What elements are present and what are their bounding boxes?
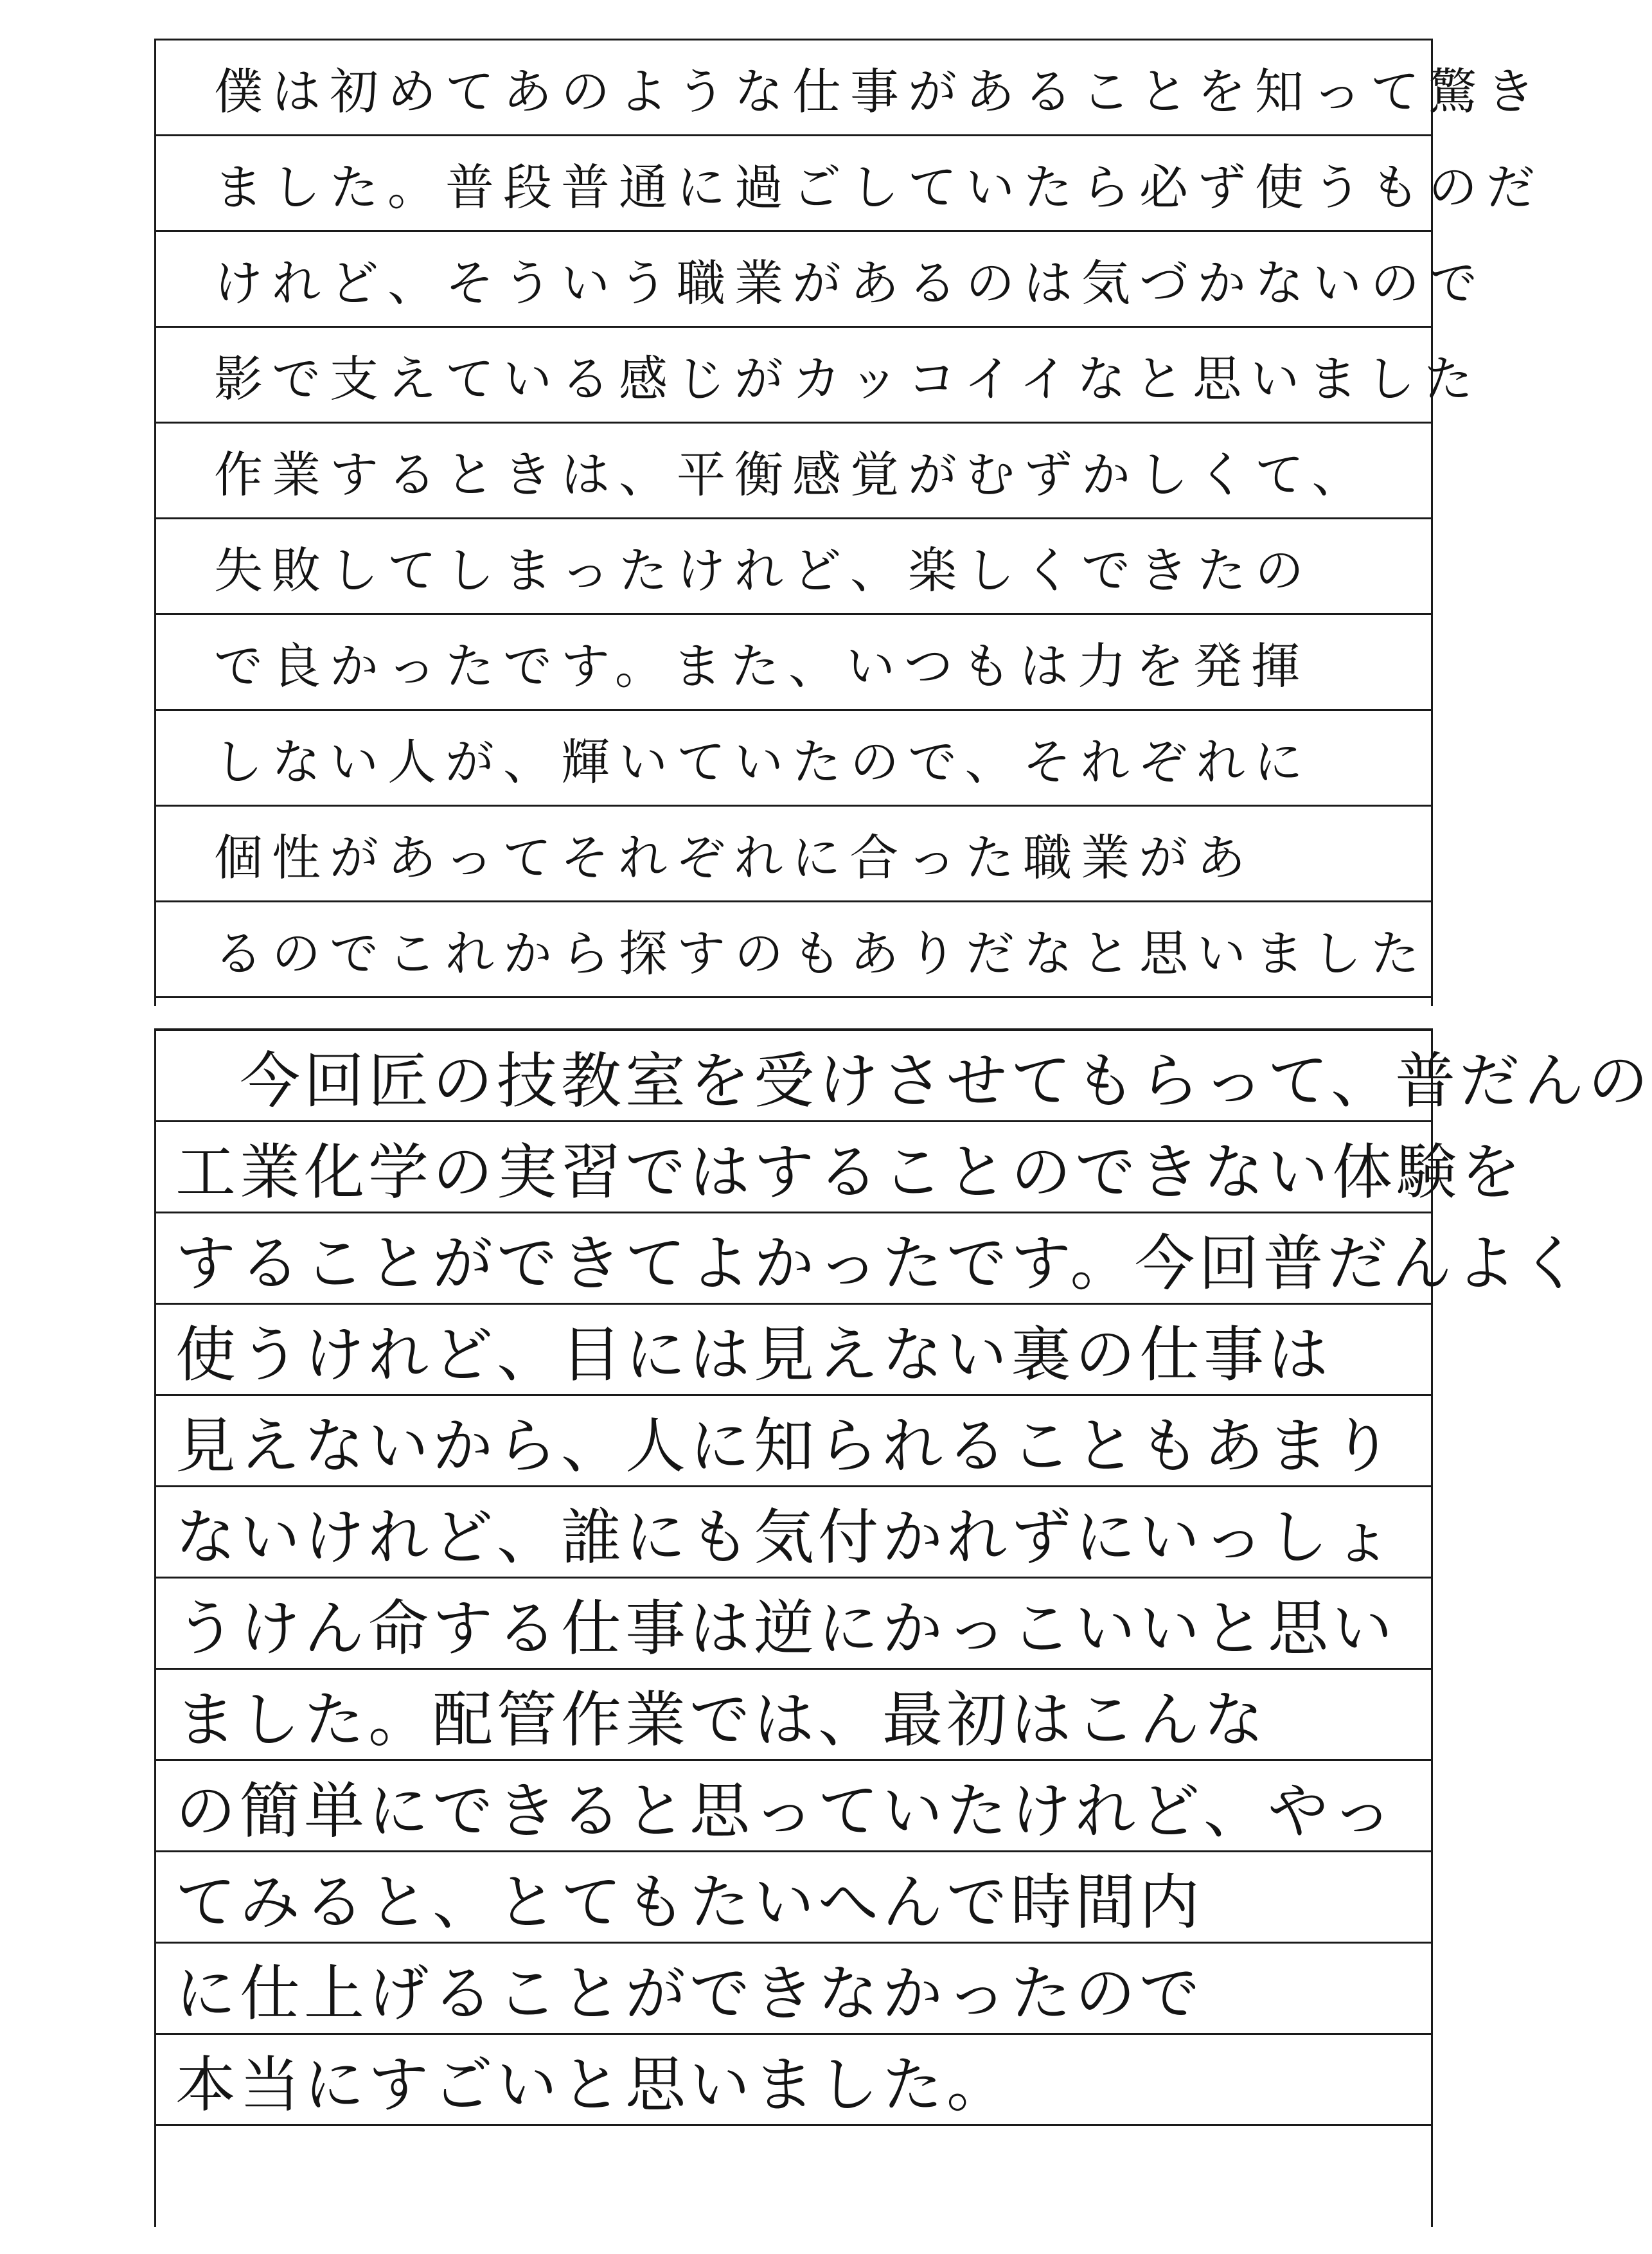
essay-2-line: ました。配管作業では、最初はこんな [156,1670,1431,1761]
essay-2-line: てみると、とてもたいへんで時間内 [156,1852,1431,1944]
essay-1-line: 失敗してしまったけれど、楽しくできたの [156,519,1431,615]
essay-2-line: の簡単にできると思っていたけれど、やっ [156,1761,1431,1852]
essay-1-line: 個性があってそれぞれに合った職業があ [156,807,1431,902]
essay-2-line: に仕上げることができなかったので [156,1944,1431,2035]
essay-2-line: うけん命する仕事は逆にかっこいいと思い [156,1579,1431,1670]
essay-1-line: けれど、そういう職業があるのは気づかないので [156,232,1431,328]
essay-2-line: 見えないから、人に知られることもあまり [156,1396,1431,1487]
essay-2-line: することができてよかったです。今回普だんよく [156,1213,1431,1305]
essay-1-line: 僕は初めてあのような仕事があることを知って驚き [156,40,1431,136]
essay-1-line: 影で支えている感じがカッコイイなと思いました [156,328,1431,424]
essay-2-line: 今回匠の技教室を受けさせてもらって、普だんの [156,1031,1431,1122]
essay-2-line: 使うけれど、目には見えない裏の仕事は [156,1305,1431,1396]
essay-sheet-bottom [154,1028,1652,2227]
essay-2-line: 工業化学の実習ではすることのできない体験を [156,1122,1431,1213]
essay-sheet-top [154,39,1544,1006]
essay-2-blank-line [156,2126,1431,2217]
essay-1-line: で良かったです。また、いつもは力を発揮 [156,615,1431,711]
essay-2-line: 本当にすごいと思いました。 [156,2035,1431,2126]
essay-2-line: ないけれど、誰にも気付かれずにいっしょ [156,1487,1431,1579]
essay-1-line: るのでこれから探すのもありだなと思いました [156,902,1431,998]
essay-1-line: しない人が、輝いていたので、それぞれに [156,711,1431,807]
essay-1-line: 作業するときは、平衡感覚がむずかしくて、 [156,424,1431,519]
essay-1-line: ました。普段普通に過ごしていたら必ず使うものだ [156,136,1431,232]
